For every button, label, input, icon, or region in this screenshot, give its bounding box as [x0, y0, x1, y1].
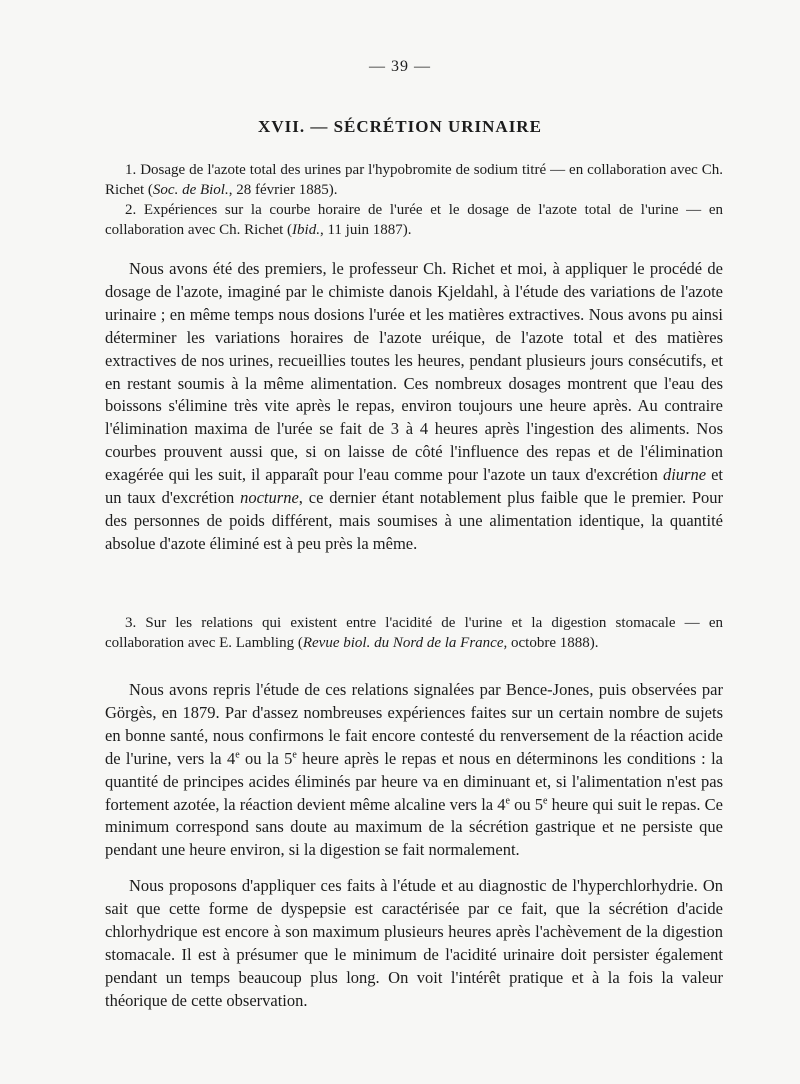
reference-2: 2. Expériences sur la courbe horaire de l'urée et le dosage de l'azote total de l'urine — en collaboration avec Ch. Richet (Ibid., 11 juin 1887). [105, 202, 723, 238]
section-title: XVII. — SÉCRÉTION URINAIRE [258, 117, 542, 136]
references-block-2 [105, 613, 723, 653]
reference-1: 1. Dosage de l'azote total des urines par l'hypobromite de sodium titré — en collaboration avec Ch. Richet (Soc. de Biol., 28 février 1885). [105, 162, 723, 198]
paragraph-azote: Nous avons été des premiers, le professeur Ch. Richet et moi, à appliquer le procédé de dosage de l'azote, imaginé par le chimiste danois Kjeldahl, à l'étude des variations de l'azote urinaire ; en même temps nous dosions l'urée et les matières extractives. Nous avons pu ainsi déterminer les variations horaires de l'azote uréique, de l'azote total et des matières extractives de nos urines, recueillies toutes les heures, pendant plusieurs jours consécutifs, et en restant soumis à la même alimentation. Ces nombreux dosages montrent que l'eau des boissons s'élimine très vite après le repas, environ toujours une heure après. Au contraire l'élimination maxima de l'urée se fait de 3 à 4 heures après l'ingestion des aliments. Nos courbes prouvent aussi que, si on laisse de côté l'influence des repas et de l'élimination exagérée qui les suit, il apparaît pour l'eau comme pour l'azote un taux d'excrétion diurne et un taux d'excrétion nocturne, ce dernier étant notablement plus faible que le premier. Pour des personnes de poids différent, mais soumises à une alimentation identique, la quantité absolue d'azote éliminé est à peu près la même. [105, 259, 723, 553]
page-number: — 39 — [369, 58, 431, 75]
references-block-1 [105, 160, 723, 240]
reference-3: 3. Sur les relations qui existent entre l'acidité de l'urine et la digestion stomacale — en collaboration avec E. Lambling (Revue biol. du Nord de la France, octobre 1888). [105, 615, 723, 651]
paragraph-hyperchlorhydrie: Nous proposons d'appliquer ces faits à l'étude et au diagnostic de l'hyperchlorhydrie. On sait que cette forme de dyspepsie est caractérisée par ce fait, que la sécrétion d'acide chlorhydrique est encore à son maximum plusieurs heures après l'achèvement de la digestion stomacale. Il est à présumer que le minimum de l'acidité urinaire doit persister également pendant un temps beaucoup plus long. On voit l'intérêt pratique et à la fois la valeur théorique de cette observation. [105, 876, 723, 1010]
paragraph-acidite: Nous avons repris l'étude de ces relations signalées par Bence-Jones, puis observées par Görgès, en 1879. Par d'assez nombreuses expériences faites sur un certain nombre de sujets en bonne santé, nous confirmons le fait encore contesté du renversement de la réaction acide de l'urine, vers la 4e ou la 5e heure après le repas et nous en déterminons les conditions : la quantité de principes acides éliminés par heure va en diminuant et, si l'alimentation n'est pas fortement azotée, la réaction devient même alcaline vers la 4e ou 5e heure qui suit le repas. Ce minimum correspond sans doute au maximum de la sécrétion gastrique et ne persiste que pendant une heure environ, si la digestion se fait normalement. [105, 680, 723, 860]
